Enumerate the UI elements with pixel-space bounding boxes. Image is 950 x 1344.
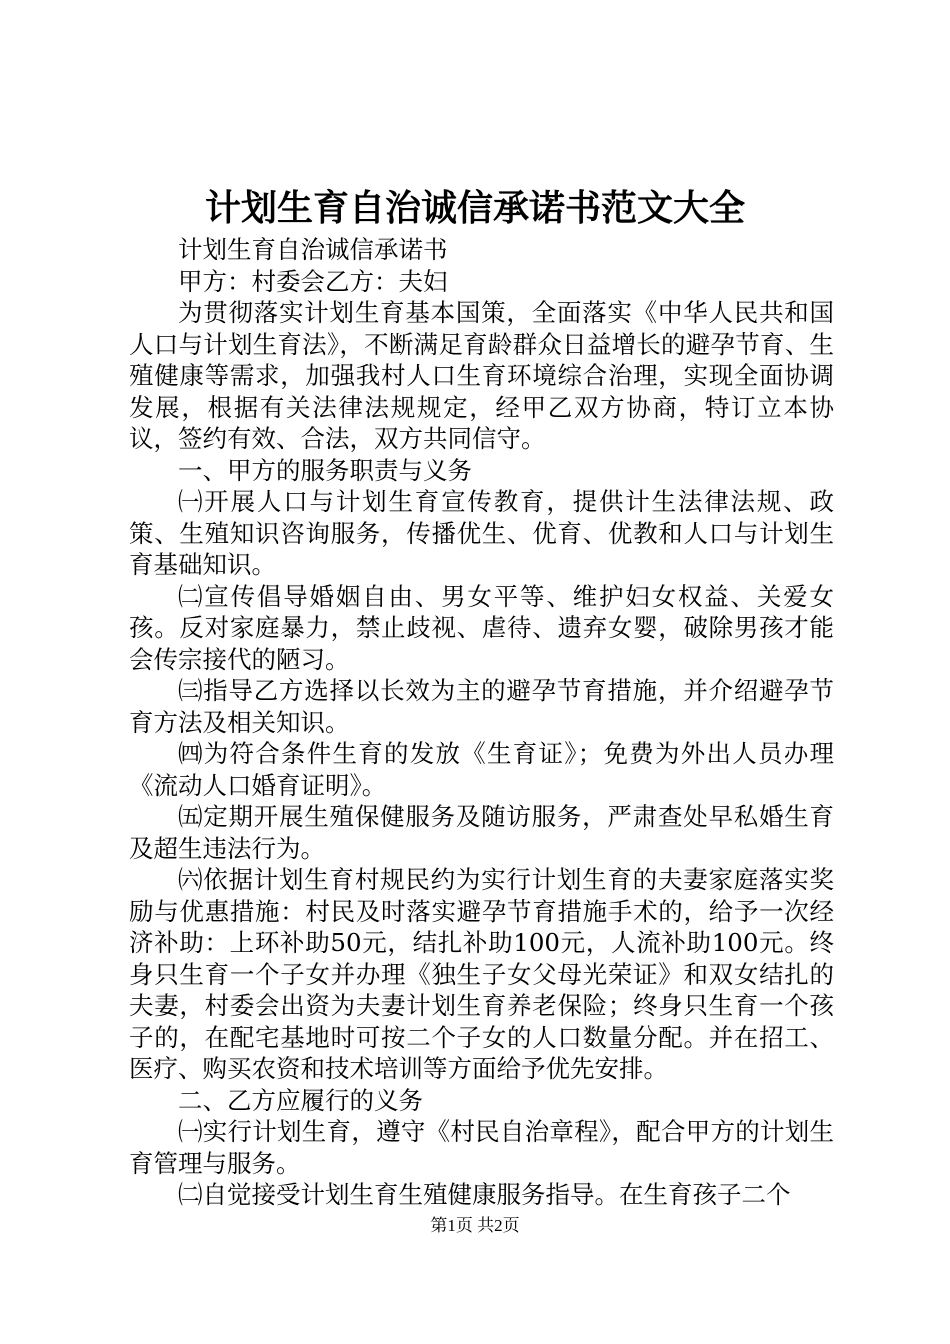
paragraph-subtitle: 计划生育自治诚信承诺书 [178,235,448,264]
paragraph-b-item-2: ㈡自觉接受计划生育生殖健康服务指导。在生育孩子二个 [178,1180,791,1209]
paragraph-a-item-1: ㈠开展人口与计划生育宣传教育，提供计生法律法规、政策、生殖知识咨询服务，传播优生、优育、优教和人口与计划生育基础知识。 [129,487,834,579]
document-body [129,234,834,1211]
page-number-footer: 第1页 共2页 [430,1216,520,1235]
section-heading-party-b: 二、乙方应履行的义务 [178,1085,423,1115]
paragraph-a-item-4: ㈣为符合条件生育的发放《生育证》；免费为外出人员办理《流动人口婚育证明》。 [129,739,834,800]
paragraph-preamble: 为贯彻落实计划生育基本国策，全面落实《中华人民共和国人口与计划生育法》，不断满足育龄群众日益增长的避孕节育、生殖健康等需求，加强我村人口生育环境综合治理，实现全面协调发展，根据有关法律法规规定，经甲乙双方协商，特订立本协议，签约有效、合法，双方共同信守。 [129,298,834,453]
paragraph-a-item-3: ㈢指导乙方选择以长效为主的避孕节育措施，并介绍避孕节育方法及相关知识。 [129,676,834,737]
paragraph-a-item-6: ㈥依据计划生育村规民约为实行计划生育的夫妻家庭落实奖励与优惠措施：村民及时落实避孕节育措施手术的，给予一次经济补助：上环补助50元，结扎补助100元，人流补助100元。终身只生育一个子女并办理《独生子女父母光荣证》和双女结扎的夫妻，村委会出资为夫妻计划生育养老保险；终身只生育一个孩子的，在配宅基地时可按二个子女的人口数量分配。并在招工、医疗、购买农资和技术培训等方面给予优先安排。 [129,865,834,1083]
paragraph-a-item-2: ㈡宣传倡导婚姻自由、男女平等、维护妇女权益、关爱女孩。反对家庭暴力，禁止歧视、虐待、遗弃女婴，破除男孩才能会传宗接代的陋习。 [129,581,834,674]
paragraph-a-item-5: ㈤定期开展生殖保健服务及随访服务，严肃查处早私婚生育及超生违法行为。 [129,802,834,863]
paragraph-b-item-1: ㈠实行计划生育，遵守《村民自治章程》，配合甲方的计划生育管理与服务。 [129,1117,834,1178]
section-heading-party-a: 一、甲方的服务职责与义务 [178,455,472,485]
paragraph-parties: 甲方：村委会乙方：夫妇 [178,266,448,296]
document-title: 计划生育自治诚信承诺书范文大全 [204,187,745,229]
